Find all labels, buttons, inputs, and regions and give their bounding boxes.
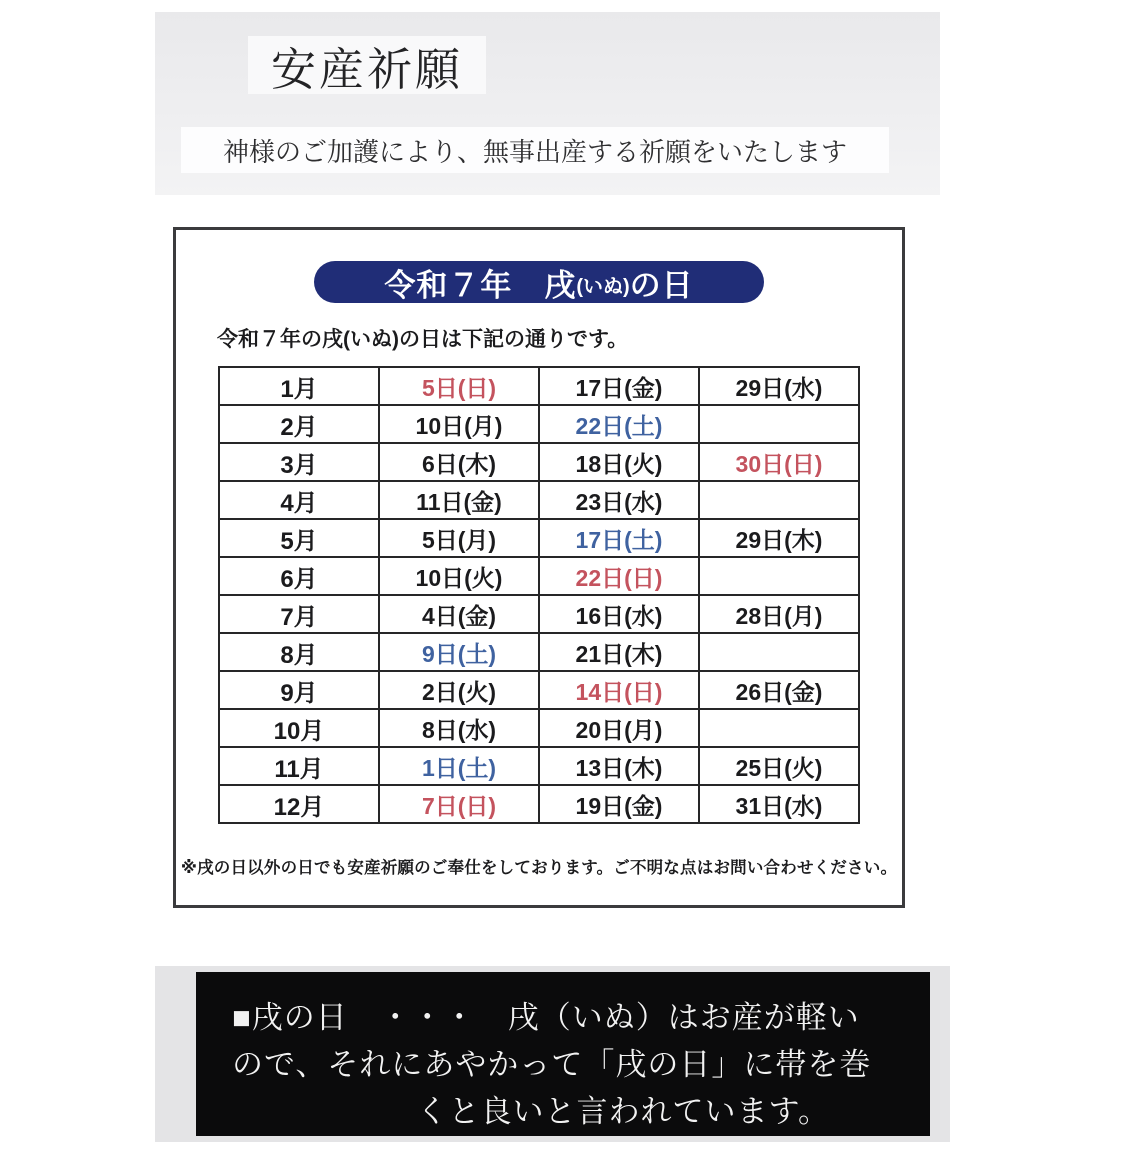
calendar-intro: 令和７年の戌(いぬ)の日は下記の通りです。 [217, 328, 629, 351]
date-cell: 17日(土) [539, 519, 699, 557]
date-cell [699, 709, 859, 747]
table-row [219, 785, 859, 823]
month-cell: 6月 [219, 557, 379, 595]
date-cell: 10日(火) [379, 557, 539, 595]
date-cell: 22日(日) [539, 557, 699, 595]
date-cell [699, 405, 859, 443]
table-row [219, 747, 859, 785]
date-cell: 14日(日) [539, 671, 699, 709]
date-cell: 8日(水) [379, 709, 539, 747]
table-row [219, 367, 859, 405]
date-cell: 30日(日) [699, 443, 859, 481]
date-cell: 4日(金) [379, 595, 539, 633]
table-row [219, 557, 859, 595]
date-cell: 7日(日) [379, 785, 539, 823]
month-cell: 7月 [219, 595, 379, 633]
date-cell: 28日(月) [699, 595, 859, 633]
date-cell: 5日(月) [379, 519, 539, 557]
date-cell: 10日(月) [379, 405, 539, 443]
table-row [219, 595, 859, 633]
page-title: 安産祈願 [270, 43, 463, 95]
date-cell: 11日(金) [379, 481, 539, 519]
calendar-header-prefix: 令和７年 戌 [384, 267, 577, 303]
date-cell: 25日(火) [699, 747, 859, 785]
note-line: ■戌の日 ・・・ 戌（いぬ）はお産が軽い [232, 1000, 860, 1035]
month-cell: 11月 [219, 747, 379, 785]
table-row [219, 633, 859, 671]
month-cell: 4月 [219, 481, 379, 519]
date-cell: 2日(火) [379, 671, 539, 709]
subtitle-box [181, 127, 889, 173]
date-cell: 19日(金) [539, 785, 699, 823]
page-title-box [248, 36, 486, 94]
month-cell: 5月 [219, 519, 379, 557]
month-cell: 1月 [219, 367, 379, 405]
table-row [219, 405, 859, 443]
table-row [219, 671, 859, 709]
date-cell: 23日(水) [539, 481, 699, 519]
dog-day-table-body [219, 367, 859, 823]
dog-day-note-box [196, 972, 930, 1136]
date-cell: 22日(土) [539, 405, 699, 443]
calendar-header-reading: (いぬ) [576, 275, 630, 298]
table-row [219, 519, 859, 557]
month-cell: 12月 [219, 785, 379, 823]
dog-day-table [218, 366, 860, 824]
date-cell: 1日(土) [379, 747, 539, 785]
calendar-header-pill [314, 261, 764, 303]
month-cell: 9月 [219, 671, 379, 709]
month-cell: 2月 [219, 405, 379, 443]
date-cell: 16日(水) [539, 595, 699, 633]
table-row [219, 443, 859, 481]
note-line: ので、それにあやかって「戌の日」に帯を巻 [232, 1047, 872, 1082]
table-row [219, 481, 859, 519]
date-cell: 17日(金) [539, 367, 699, 405]
date-cell [699, 633, 859, 671]
date-cell: 29日(水) [699, 367, 859, 405]
date-cell: 9日(土) [379, 633, 539, 671]
calendar-card [173, 227, 905, 908]
date-cell: 5日(日) [379, 367, 539, 405]
month-cell: 3月 [219, 443, 379, 481]
date-cell: 18日(火) [539, 443, 699, 481]
month-cell: 8月 [219, 633, 379, 671]
date-cell: 13日(木) [539, 747, 699, 785]
note-line: くと良いと言われています。 [416, 1094, 830, 1129]
date-cell: 26日(金) [699, 671, 859, 709]
date-cell: 21日(木) [539, 633, 699, 671]
date-cell: 31日(水) [699, 785, 859, 823]
table-row [219, 709, 859, 747]
calendar-footnote: ※戌の日以外の日でも安産祈願のご奉仕をしております。ご不明な点はお問い合わせください。 [180, 859, 898, 877]
date-cell: 6日(木) [379, 443, 539, 481]
month-cell: 10月 [219, 709, 379, 747]
subtitle-text: 神様のご加護により、無事出産する祈願をいたします [222, 136, 847, 167]
date-cell: 29日(木) [699, 519, 859, 557]
date-cell [699, 481, 859, 519]
date-cell [699, 557, 859, 595]
calendar-header-suffix: の日 [629, 267, 694, 303]
date-cell: 20日(月) [539, 709, 699, 747]
